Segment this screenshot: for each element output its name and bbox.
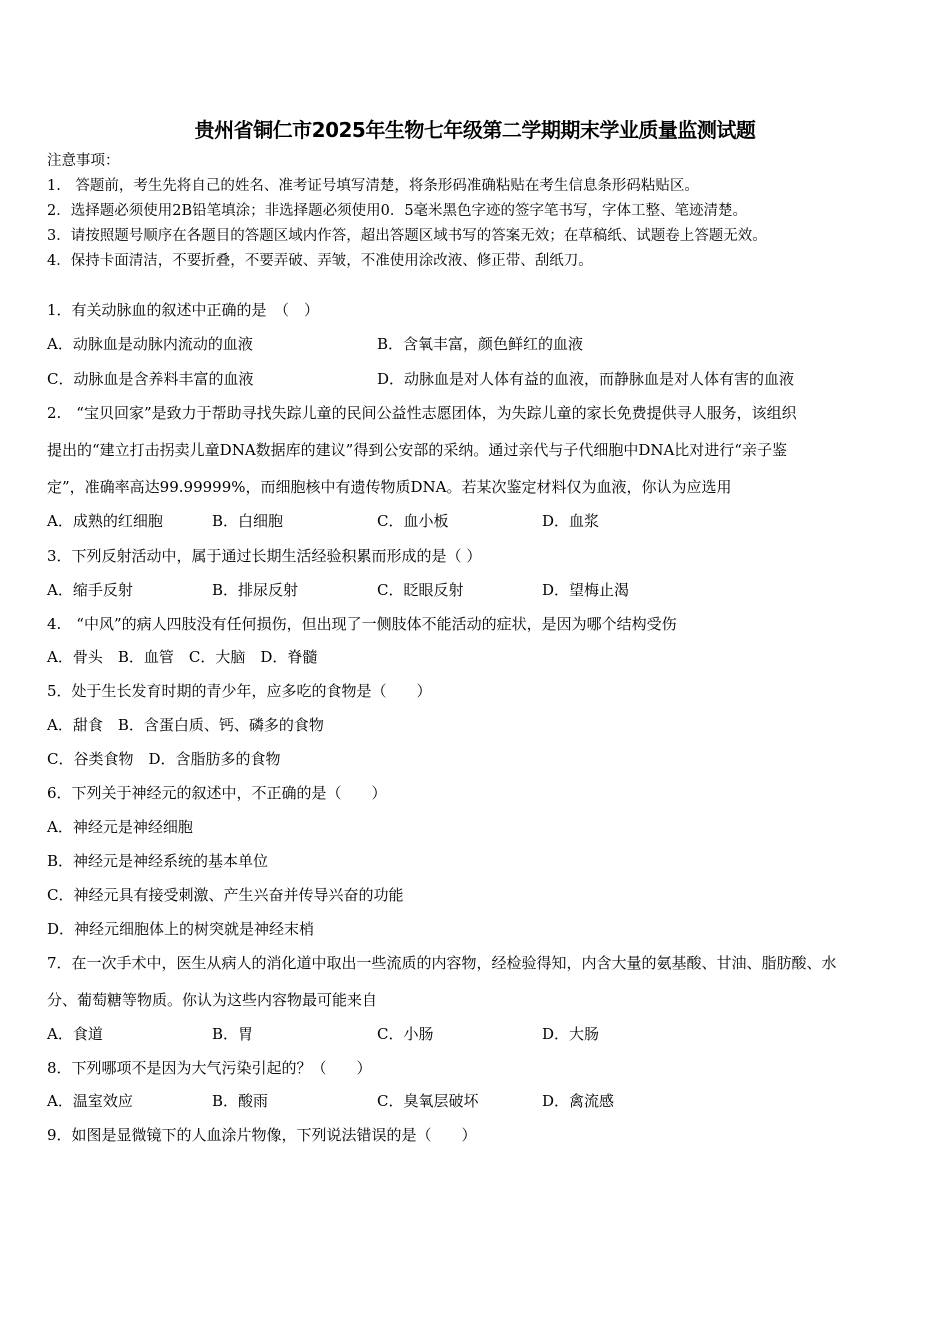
q5-options: A．甜食 B．含蛋白质、钙、磷多的食物 — [47, 716, 324, 734]
q1-option-d: D．动脉血是对人体有益的血液，而静脉血是对人体有害的血液 — [377, 370, 795, 388]
q6-option-a: A．神经元是神经细胞 — [47, 818, 193, 836]
question-2-stem: 定”，准确率高达99.99999%，而细胞核中有遗传物质DNA。若某次鉴定材料仅为血液，你认为应选用 — [47, 478, 732, 496]
q2-option-a: A．成熟的红细胞 — [47, 512, 163, 530]
q2-option-b: B．白细胞 — [212, 512, 284, 530]
q7-option-a: A．食道 — [47, 1025, 103, 1043]
notice-item: 1. 答题前，考生先将自己的姓名、准考证号填写清楚，将条形码准确粘贴在考生信息条形码粘贴区。 — [47, 178, 699, 194]
q3-option-a: A．缩手反射 — [47, 581, 133, 599]
q8-option-b: B．酸雨 — [212, 1092, 269, 1110]
q7-option-d: D．大肠 — [542, 1025, 600, 1043]
question-5-stem: 5．处于生长发育时期的青少年，应多吃的食物是（ ） — [47, 682, 432, 700]
q1-option-c: C．动脉血是含养料丰富的血液 — [47, 370, 254, 388]
q8-option-d: D．禽流感 — [542, 1092, 615, 1110]
question-3-stem: 3．下列反射活动中，属于通过长期生活经验积累而形成的是（ ） — [47, 547, 482, 565]
question-8-stem: 8．下列哪项不是因为大气污染引起的？（ ） — [47, 1059, 372, 1077]
question-1-stem: 1．有关动脉血的叙述中正确的是 （ ） — [47, 301, 320, 319]
page-title: 贵州省铜仁市2025年生物七年级第二学期期末学业质量监测试题 — [194, 118, 756, 142]
notice-item: 3．请按照题号顺序在各题目的答题区域内作答，超出答题区域书写的答案无效；在草稿纸、试题卷上答题无效。 — [47, 228, 767, 244]
q1-option-b: B．含氧丰富，颜色鲜红的血液 — [377, 335, 584, 353]
question-2-stem: 提出的“建立打击拐卖儿童DNA数据库的建议”得到公安部的采纳。通过亲代与子代细胞中DNA比对进行“亲子鉴 — [47, 441, 787, 459]
q2-option-c: C．血小板 — [377, 512, 449, 530]
q7-option-b: B．胃 — [212, 1025, 254, 1043]
question-7-stem: 分、葡萄糖等物质。你认为这些内容物最可能来自 — [47, 991, 378, 1009]
q3-option-d: D．望梅止渴 — [542, 581, 630, 599]
q8-option-a: A．温室效应 — [47, 1092, 133, 1110]
notice-item: 4．保持卡面清洁，不要折叠，不要弄破、弄皱，不准使用涂改液、修正带、刮纸刀。 — [47, 253, 593, 269]
q2-option-d: D．血浆 — [542, 512, 600, 530]
question-2-stem: 2. “宝贝回家”是致力于帮助寻找失踪儿童的民间公益性志愿团体，为失踪儿童的家长免费提供寻人服务，该组织 — [47, 404, 797, 422]
q3-option-c: C．眨眼反射 — [377, 581, 464, 599]
q7-option-c: C．小肠 — [377, 1025, 434, 1043]
q8-option-c: C．臭氧层破坏 — [377, 1092, 479, 1110]
q4-options: A．骨头 B．血管 C．大脑 D．脊髓 — [47, 648, 318, 666]
q1-option-a: A．动脉血是动脉内流动的血液 — [47, 335, 253, 353]
q6-option-c: C．神经元具有接受刺激、产生兴奋并传导兴奋的功能 — [47, 886, 404, 904]
question-6-stem: 6．下列关于神经元的叙述中，不正确的是（ ） — [47, 784, 387, 802]
question-9-stem: 9．如图是显微镜下的人血涂片物像，下列说法错误的是（ ） — [47, 1126, 477, 1144]
q5-options: C．谷类食物 D．含脂肪多的食物 — [47, 750, 281, 768]
question-7-stem: 7．在一次手术中，医生从病人的消化道中取出一些流质的内容物，经检验得知，内含大量的氨基酸、甘油、脂肪酸、水 — [47, 954, 837, 972]
q6-option-d: D．神经元细胞体上的树突就是神经末梢 — [47, 920, 315, 938]
notice-item: 2．选择题必须使用2B铅笔填涂；非选择题必须使用0．5毫米黑色字迹的签字笔书写，字体工整、笔迹清楚。 — [47, 203, 748, 219]
notice-heading: 注意事项： — [47, 153, 120, 169]
q3-option-b: B．排尿反射 — [212, 581, 299, 599]
q6-option-b: B．神经元是神经系统的基本单位 — [47, 852, 269, 870]
question-4-stem: 4. “中风”的病人四肢没有任何损伤，但出现了一侧肢体不能活动的症状，是因为哪个结构受伤 — [47, 615, 677, 633]
